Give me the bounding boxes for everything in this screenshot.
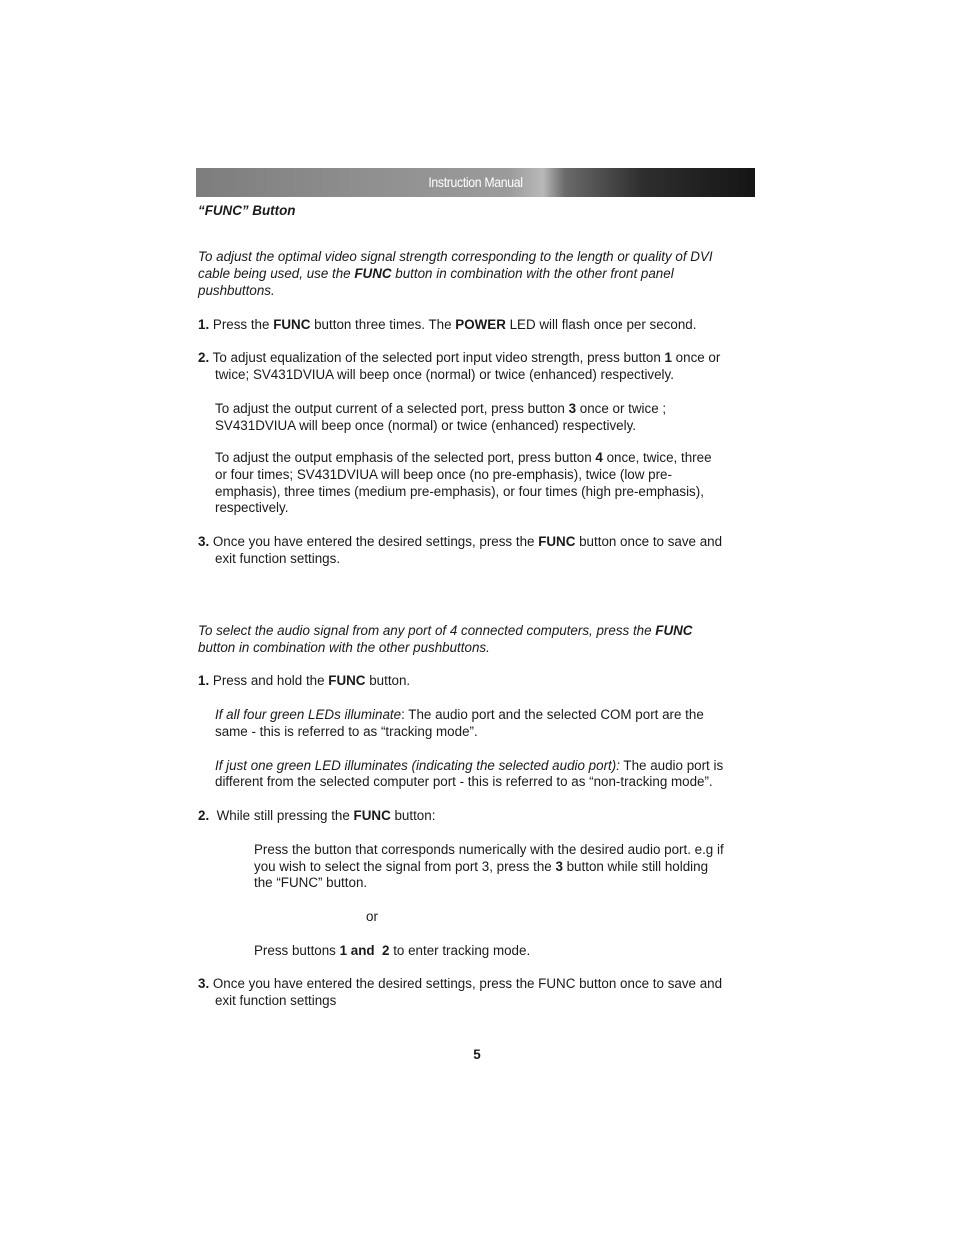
audio-intro-line1: To select the audio signal from any port of 4 connected computers, press the FUNC [198, 623, 693, 638]
func-step3-line2: exit function settings. [215, 551, 341, 566]
audio-intro-line2: button in combination with the other pushbuttons. [198, 640, 490, 655]
audio-step3-line1: 3. Once you have entered the desired settings, press the FUNC button once to save and [198, 976, 723, 991]
func-step1: 1. Press the FUNC button three times. The POWER LED will flash once per second. [198, 317, 697, 332]
audio-step2-p1-line1: Press the button that corresponds numerically with the desired audio port. e.g if [254, 842, 724, 857]
func-step2-p3-line1: To adjust the output emphasis of the selected port, press button 4 once, twice, three [215, 450, 712, 465]
header-title: Instruction Manual [428, 174, 523, 190]
func-step2-p3-line2: or four times; SV431DVIUA will beep once (no pre-emphasis), twice (low pre- [215, 467, 672, 482]
audio-step1-p1-line1: If all four green LEDs illuminate: The audio port and the selected COM port are the [215, 707, 704, 722]
audio-step1-p1-line2: same - this is referred to as “tracking mode”. [215, 724, 478, 739]
func-intro-line3: pushbuttons. [198, 283, 275, 298]
audio-step1: 1. Press and hold the FUNC button. [198, 673, 411, 688]
func-step2-p3-line4: respectively. [215, 500, 289, 515]
func-step3-line1: 3. Once you have entered the desired settings, press the FUNC button once to save and [198, 534, 723, 549]
audio-step2-p1-line3: the “FUNC” button. [254, 875, 368, 890]
func-step2-p2-line2: SV431DVIUA will beep once (normal) or twice (enhanced) respectively. [215, 418, 637, 433]
audio-step1-p2-line1: If just one green LED illuminates (indicating the selected audio port): The audio port is [215, 758, 724, 773]
func-step2-p2-line1: To adjust the output current of a selected port, press button 3 once or twice ; [215, 401, 667, 416]
func-intro-line1: To adjust the optimal video signal strength corresponding to the length or quality of DVI [198, 249, 713, 264]
audio-step1-p2-line2: different from the selected computer port - this is referred to as “non-tracking mode”. [215, 774, 713, 789]
audio-step2-p2: Press buttons 1 and 2 to enter tracking mode. [254, 943, 531, 958]
func-step2-line2: twice; SV431DVIUA will beep once (normal) or twice (enhanced) respectively. [215, 367, 674, 382]
page-number: 5 [473, 1047, 481, 1062]
header-bar [196, 168, 755, 197]
audio-step2-or: or [366, 909, 378, 924]
func-step2-p3-line3: emphasis), three times (medium pre-emphasis), or four times (high pre-emphasis), [215, 484, 704, 499]
func-step2-line1: 2. To adjust equalization of the selected port input video strength, press button 1 once or [198, 350, 721, 365]
audio-step2-p1-line2: you wish to select the signal from port 3, press the 3 button while still holding [254, 859, 709, 874]
audio-step2: 2. While still pressing the FUNC button: [198, 808, 436, 823]
section-title: “FUNC” Button [198, 203, 296, 218]
func-intro-line2: cable being used, use the FUNC button in combination with the other front panel [198, 266, 674, 281]
audio-step3-line2: exit function settings [215, 993, 337, 1008]
